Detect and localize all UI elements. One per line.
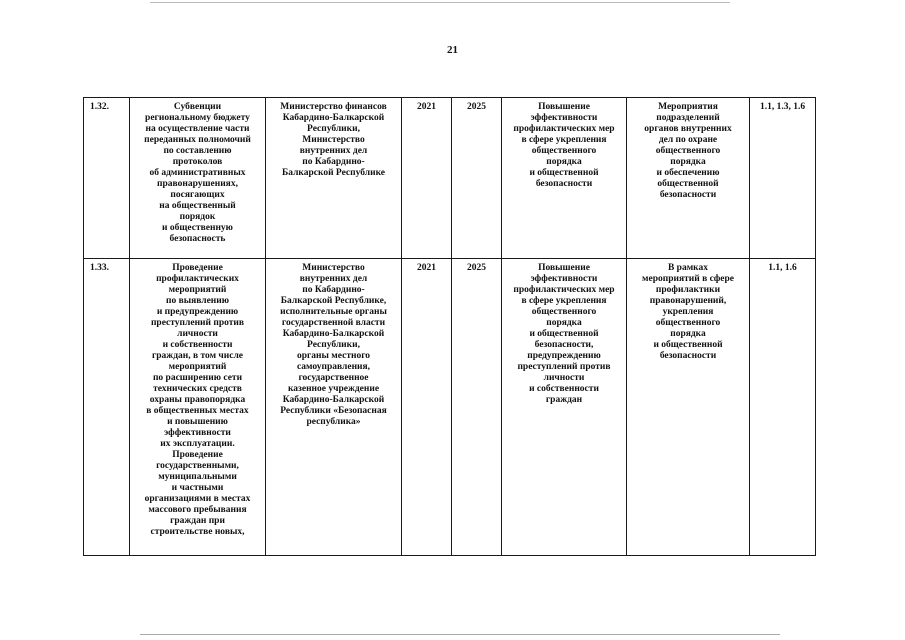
- start-year: 2021: [402, 98, 452, 259]
- expected-result: Повышение эффективности профилактических мер в сфере укрепления общественного порядка и общественной безопасности: [502, 98, 627, 259]
- measure-name: Проведение профилактических мероприятий по выявлению и предупреждению преступлений против личности и собственности граждан, в том числе мероприятий по расширению сети технических средств охраны правопорядка в общественных местах и повышению эффективности их эксплуатации. Проведение государственными, муниципальными и частными организациями в местах массового пребывания граждан при строительстве новых,: [130, 259, 266, 556]
- row-number: 1.33.: [84, 259, 130, 556]
- row-number: 1.32.: [84, 98, 130, 259]
- table-row: [84, 259, 816, 556]
- indicator-refs: 1.1, 1.6: [750, 259, 816, 556]
- responsible-executor: Министерство внутренних дел по Кабардино- Балкарской Республике, исполнительные органы государственной власти Кабардино-Балкарской Республики, органы местного самоуправления, государственное казенное учреждение Кабардино-Балкарской Республики «Безопасная республика»: [266, 259, 402, 556]
- end-year: 2025: [452, 259, 502, 556]
- scan-artifact-bottom: [140, 634, 780, 635]
- indicator-refs: 1.1, 1.3, 1.6: [750, 98, 816, 259]
- scan-artifact-top: [150, 2, 730, 3]
- program-measures-table: [83, 97, 816, 556]
- start-year: 2021: [402, 259, 452, 556]
- page-number: 21: [447, 44, 458, 56]
- responsible-executor: Министерство финансов Кабардино-Балкарской Республики, Министерство внутренних дел по Кабардино- Балкарской Республике: [266, 98, 402, 259]
- related-measures: В рамках мероприятий в сфере профилактики правонарушений, укрепления общественного порядка и общественной безопасности: [627, 259, 750, 556]
- table-row: [84, 98, 816, 259]
- related-measures: Мероприятия подразделений органов внутренних дел по охране общественного порядка и обеспечению общественной безопасности: [627, 98, 750, 259]
- expected-result: Повышение эффективности профилактических мер в сфере укрепления общественного порядка и общественной безопасности, предупреждению преступлений против личности и собственности граждан: [502, 259, 627, 556]
- end-year: 2025: [452, 98, 502, 259]
- measure-name: Субвенции региональному бюджету на осуществление части переданных полномочий по составлению протоколов об административных правонарушениях, посягающих на общественный порядок и общественную безопасность: [130, 98, 266, 259]
